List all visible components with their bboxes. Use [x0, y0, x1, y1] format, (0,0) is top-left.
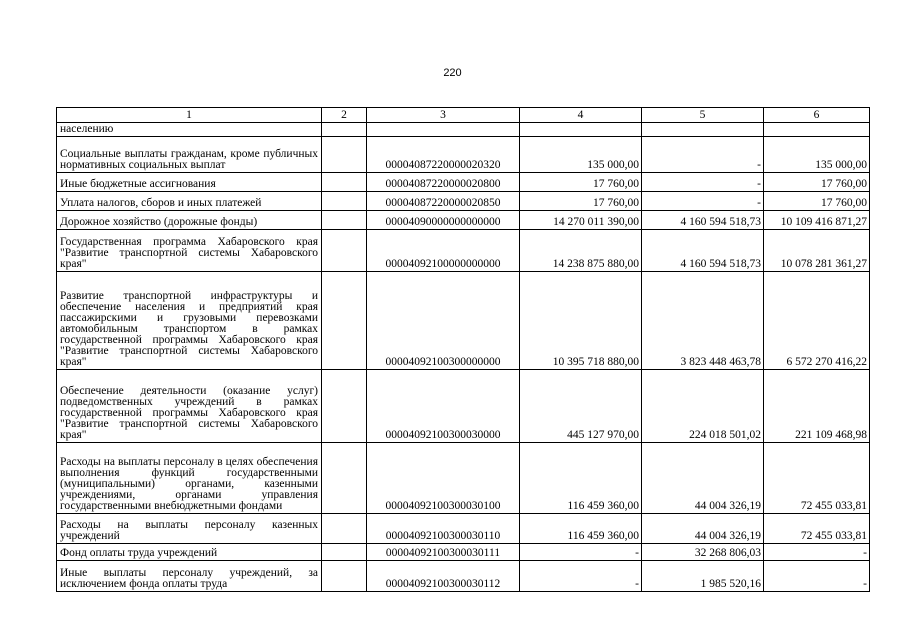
row-name: Иные выплаты персоналу учреждений, за исключением фонда оплаты труда [57, 561, 322, 592]
row-value-5: 3 823 448 463,78 [642, 272, 764, 370]
table-row [57, 370, 870, 443]
row-col2 [322, 123, 367, 137]
row-code: 00004092100300030000 [367, 370, 520, 443]
row-value-4 [520, 123, 642, 137]
column-header: 5 [642, 108, 764, 123]
row-value-5: - [642, 173, 764, 192]
table-row [57, 173, 870, 192]
row-col2 [322, 211, 367, 230]
row-value-5: - [642, 192, 764, 211]
column-header: 3 [367, 108, 520, 123]
row-value-4: - [520, 561, 642, 592]
row-value-6: - [764, 561, 870, 592]
row-value-4: 14 270 011 390,00 [520, 211, 642, 230]
row-col2 [322, 514, 367, 544]
table-row [57, 137, 870, 173]
table-row [57, 443, 870, 514]
row-value-5: 4 160 594 518,73 [642, 230, 764, 272]
row-name: Иные бюджетные ассигнования [57, 173, 322, 192]
row-code [367, 123, 520, 137]
row-value-6: 72 455 033,81 [764, 514, 870, 544]
row-value-6: 17 760,00 [764, 192, 870, 211]
row-value-6: 135 000,00 [764, 137, 870, 173]
row-value-6: - [764, 544, 870, 561]
column-header: 2 [322, 108, 367, 123]
row-col2 [322, 272, 367, 370]
row-name: Развитие транспортной инфраструктуры и обеспечение населения и предприятий края пассажирскими и грузовыми перевозками автомобильным транспортом в рамках государственной программы Хабаровского края "Развитие транспортной системы Хабаровского края" [57, 272, 322, 370]
row-col2 [322, 561, 367, 592]
row-value-4: 17 760,00 [520, 173, 642, 192]
budget-table [56, 107, 870, 592]
row-col2 [322, 544, 367, 561]
row-value-4: 135 000,00 [520, 137, 642, 173]
column-header: 6 [764, 108, 870, 123]
row-value-6: 6 572 270 416,22 [764, 272, 870, 370]
row-col2 [322, 192, 367, 211]
row-col2 [322, 443, 367, 514]
row-name: Социальные выплаты гражданам, кроме публичных нормативных социальных выплат [57, 137, 322, 173]
row-value-6: 221 109 468,98 [764, 370, 870, 443]
page-number: 220 [443, 67, 462, 79]
row-code: 00004092100300030111 [367, 544, 520, 561]
table-row [57, 272, 870, 370]
row-value-5: 1 985 520,16 [642, 561, 764, 592]
row-code: 00004087220000020850 [367, 192, 520, 211]
row-code: 00004087220000020320 [367, 137, 520, 173]
row-value-4: 116 459 360,00 [520, 443, 642, 514]
row-value-5: 32 268 806,03 [642, 544, 764, 561]
row-name: Уплата налогов, сборов и иных платежей [57, 192, 322, 211]
row-code: 00004092100300000000 [367, 272, 520, 370]
row-value-5: 224 018 501,02 [642, 370, 764, 443]
table-header-row [57, 108, 870, 123]
table-row [57, 561, 870, 592]
column-header: 1 [57, 108, 322, 123]
row-value-6: 10 078 281 361,27 [764, 230, 870, 272]
row-value-6: 72 455 033,81 [764, 443, 870, 514]
row-name: Расходы на выплаты персоналу в целях обеспечения выполнения функций государственными (муниципальными) органами, казенными учреждениями, органами управления государственными внебюджетными фондами [57, 443, 322, 514]
row-name: Фонд оплаты труда учреждений [57, 544, 322, 561]
row-value-4: 116 459 360,00 [520, 514, 642, 544]
row-name: Государственная программа Хабаровского края "Развитие транспортной системы Хабаровского края" [57, 230, 322, 272]
row-value-4: 14 238 875 880,00 [520, 230, 642, 272]
row-code: 00004092100300030100 [367, 443, 520, 514]
table-row [57, 123, 870, 137]
row-value-5 [642, 123, 764, 137]
row-code: 00004092100300030110 [367, 514, 520, 544]
row-code: 00004087220000020800 [367, 173, 520, 192]
row-col2 [322, 230, 367, 272]
row-value-5: 4 160 594 518,73 [642, 211, 764, 230]
table-row [57, 514, 870, 544]
row-value-4: - [520, 544, 642, 561]
row-value-5: - [642, 137, 764, 173]
column-header: 4 [520, 108, 642, 123]
row-col2 [322, 370, 367, 443]
row-code: 00004092100300030112 [367, 561, 520, 592]
row-value-5: 44 004 326,19 [642, 514, 764, 544]
row-code: 00004092100000000000 [367, 230, 520, 272]
row-value-5: 44 004 326,19 [642, 443, 764, 514]
table-row [57, 230, 870, 272]
row-name: Расходы на выплаты персоналу казенных учреждений [57, 514, 322, 544]
row-value-6 [764, 123, 870, 137]
row-col2 [322, 173, 367, 192]
row-value-6: 17 760,00 [764, 173, 870, 192]
row-name: населению [57, 123, 322, 137]
row-value-6: 10 109 416 871,27 [764, 211, 870, 230]
table-row [57, 192, 870, 211]
row-name: Дорожное хозяйство (дорожные фонды) [57, 211, 322, 230]
row-value-4: 445 127 970,00 [520, 370, 642, 443]
row-col2 [322, 137, 367, 173]
table-row [57, 211, 870, 230]
table-row [57, 544, 870, 561]
row-value-4: 10 395 718 880,00 [520, 272, 642, 370]
row-name: Обеспечение деятельности (оказание услуг) подведомственных учреждений в рамках государственной программы Хабаровского края "Развитие транспортной системы Хабаровского края" [57, 370, 322, 443]
row-value-4: 17 760,00 [520, 192, 642, 211]
row-code: 00004090000000000000 [367, 211, 520, 230]
